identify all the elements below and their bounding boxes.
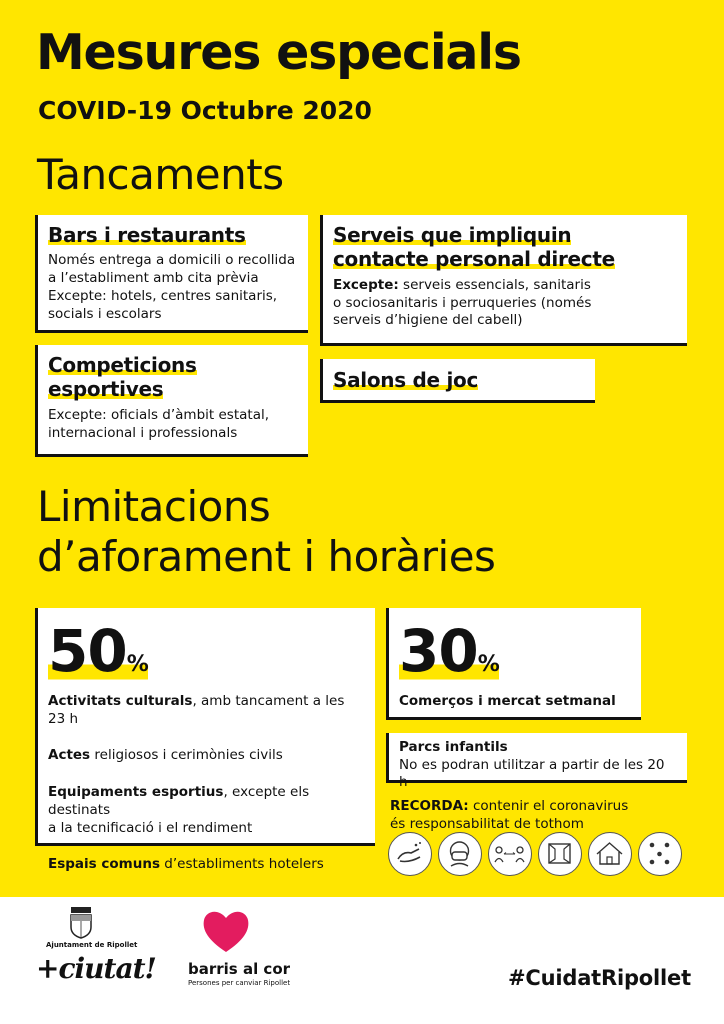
mask-icon — [438, 832, 482, 876]
card-line: socials i escolars — [48, 305, 162, 322]
distance-icon — [488, 832, 532, 876]
card-title-line: esportives — [48, 377, 164, 402]
card-title-line: Competicions — [48, 353, 197, 377]
percent-value — [399, 617, 499, 685]
ajuntament-label: Ajuntament de Ripollet — [46, 941, 138, 949]
playgrounds-title: Parcs infantils — [399, 739, 508, 755]
card-title: Salons de joc — [333, 368, 478, 392]
card-line: o sociosanitaris i perruqueries (només — [333, 294, 592, 311]
card-title: Bars i restaurants — [48, 223, 246, 247]
card-gaming-halls — [320, 359, 595, 403]
item-text: religiosos i cerimònies civils — [90, 747, 283, 764]
item-text: , excepte els destinats — [48, 783, 310, 818]
hashtag: #CuidatRipollet — [508, 966, 691, 990]
list-item — [48, 783, 365, 838]
shops-label: Comerços i mercat setmanal — [399, 693, 616, 709]
card-title-line: contacte personal directe — [333, 247, 615, 272]
item-bold: Espais comuns — [48, 856, 160, 873]
page-title: Mesures especials — [36, 24, 521, 81]
reminder-line: és responsabilitat de tothom — [390, 815, 584, 832]
barris-tagline: Persones per canviar Ripollet — [188, 979, 291, 987]
percent-number: 50 — [48, 617, 127, 685]
coat-of-arms-icon — [68, 907, 94, 939]
item-bold: Actes — [48, 747, 91, 764]
ciutat-logo-text: +ciutat! — [36, 952, 156, 985]
reminder-line: contenir el coronavirus — [468, 798, 629, 814]
percent-symbol: % — [126, 652, 148, 677]
percent-number: 30 — [399, 617, 478, 685]
card-personal-services — [320, 215, 687, 346]
list-item — [48, 855, 365, 873]
item-text: d’establiments hotelers — [160, 856, 324, 873]
card-line: Només entrega a domicili o recollida — [48, 252, 296, 269]
item-bold: Activitats culturals — [48, 693, 193, 709]
limits-heading-line: Limitacions — [37, 482, 271, 531]
closures-heading: Tancaments — [37, 150, 284, 199]
list-item — [48, 746, 365, 764]
ventilation-icon — [538, 832, 582, 876]
card-line: internacional i professionals — [48, 424, 238, 441]
item-bold: Equipaments esportius — [48, 783, 224, 800]
heart-icon — [200, 904, 252, 956]
card-line: serveis essencials, sanitaris — [398, 276, 591, 293]
card-title-line: Serveis que impliquin — [333, 223, 572, 247]
prevention-icons — [388, 832, 688, 876]
page-subtitle: COVID-19 Octubre 2020 — [38, 96, 372, 125]
barris-logo-text: barris al cor — [188, 960, 291, 978]
card-line: a l’establiment amb cita prèvia — [48, 270, 259, 287]
list-item — [48, 692, 365, 728]
handwash-icon — [388, 832, 432, 876]
card-capacity-30 — [386, 608, 641, 720]
card-line: Excepte: hotels, centres sanitaris, — [48, 288, 278, 305]
stay-home-icon — [588, 832, 632, 876]
card-line: Excepte: oficials d’àmbit estatal, — [48, 406, 270, 423]
limits-heading-line: d’aforament i horàries — [37, 531, 496, 581]
item-text: a la tecnificació i el rendiment — [48, 820, 253, 837]
card-line: serveis d’higiene del cabell) — [333, 312, 523, 329]
group-limit-icon — [638, 832, 682, 876]
card-playgrounds — [386, 733, 687, 791]
percent-symbol: % — [477, 652, 499, 677]
item-text: , amb tancament a les 23 h — [48, 693, 345, 728]
card-sports-competitions — [35, 345, 308, 457]
card-capacity-50 — [35, 608, 375, 873]
reminder-bold: RECORDA: — [390, 798, 469, 814]
playgrounds-text: No es podran utilitzar a partir de les 20 h — [399, 756, 665, 791]
card-bold-label: Excepte: — [333, 276, 399, 293]
limits-heading — [37, 482, 495, 581]
percent-value — [48, 617, 148, 685]
reminder-text — [390, 798, 628, 834]
card-bars-restaurants — [35, 215, 308, 333]
